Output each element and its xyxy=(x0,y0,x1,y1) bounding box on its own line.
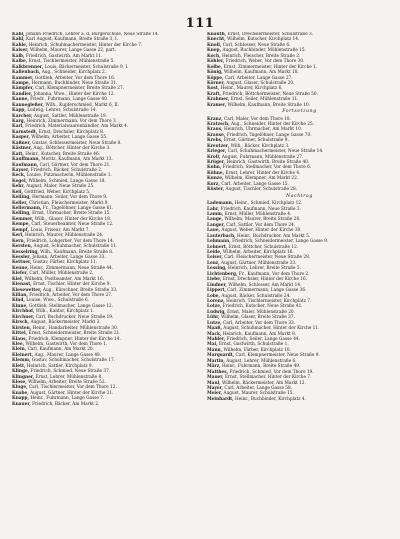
entry-details: Wilhelm, Gastwirth, Vor dem Thore 1. xyxy=(25,341,108,347)
entry-details: Friedrich, Bäcker, Am Markt 2. xyxy=(32,401,100,407)
directory-entry xyxy=(207,397,392,402)
entry-surname: Maul, xyxy=(207,380,221,386)
entry-details: August, Maurer, Schulstraße 15. xyxy=(223,391,294,397)
entry-details: Wilh., Glaser, Hinter der Kirche 18. xyxy=(34,216,112,222)
entry-surname: Kreutzer, xyxy=(207,143,230,149)
entry-surname: Lange, xyxy=(207,217,223,223)
entry-details: Friedrich, Schmied, Neue Straße 37. xyxy=(30,369,111,375)
entry-surname: Kurz, xyxy=(207,181,220,187)
entry-details: Wilh., Kupferschmied, Markt 6, II. xyxy=(45,102,120,108)
entry-details: Ernst, Tischler, Hinter der Kirche 9. xyxy=(33,282,111,288)
entry-details: Wilhelm, Postbeamter, Am Markt 16. xyxy=(24,276,105,282)
entry-surname: Kahl, xyxy=(12,32,25,37)
entry-details: Heinr., Zimmermann, Neue Straße 44. xyxy=(30,265,114,271)
entry-details: Carl, Schuhmachermeister, Neue Straße 14. xyxy=(227,149,324,155)
entry-details: Wilhelm, Maurer, Lange Gasse 22, part. xyxy=(29,48,117,54)
section-heading: Fortsetzung xyxy=(282,109,317,115)
entry-details: August, Schuhmacher, Schulstraße 11. xyxy=(33,244,118,250)
entry-surname: Kost, xyxy=(207,86,220,92)
entry-surname: Kayser, xyxy=(12,167,30,173)
entry-details: Carl, Müller, Mühlenstraße 2. xyxy=(29,271,94,277)
entry-surname: Kempf, xyxy=(12,227,29,233)
entry-details: Heinrich, Zimmermann, Vor dem Thore 3. xyxy=(26,119,118,124)
entry-details: Moritz, Kaufmann, Am Markt 13. xyxy=(41,157,113,163)
entry-surname: Kirchner, xyxy=(12,314,35,320)
entry-details: Gustav, Färber, Kirchplatz 11. xyxy=(32,260,98,266)
entry-details: Carl, Arbeiter, Vor dem Thore 33. xyxy=(223,320,296,326)
entry-surname: Klingner, xyxy=(12,374,35,380)
entry-details: Carl, Sattler, Vor dem Thore 24. xyxy=(226,222,296,228)
entry-surname: Karcher, xyxy=(12,113,33,119)
entry-surname: Krüger, xyxy=(207,160,226,166)
entry-details: Carl, Arbeiter, Lange Gasse 15. xyxy=(221,181,289,187)
entry-surname: Knabe, xyxy=(12,390,29,396)
entry-details: Friedrich, Lohgerber, Vor dem Thore 14. xyxy=(26,238,115,244)
entry-details: August, Glaser, Schulstraße 20. xyxy=(226,80,295,86)
entry-surname: Kempe, xyxy=(12,222,30,228)
entry-surname: Klemm, xyxy=(12,358,31,364)
entry-details: Heinrich, Schuhmachermeister, Hinter der Kirche 7. xyxy=(28,42,143,48)
entry-details: Hermann, Buchbinder, Neue Straße 31. xyxy=(31,80,118,86)
entry-details: Wilh., Kantor, Kirchplatz 1. xyxy=(35,309,95,315)
entry-surname: Kraus, xyxy=(207,127,223,133)
entry-surname: Maaß, xyxy=(207,326,222,332)
entry-surname: Kienast, xyxy=(12,282,32,288)
entry-details: Heinrich, Maurer, Mühlenstraße 24. xyxy=(25,233,104,239)
entry-details: August, Buchbinder, Mühlenstraße 15. xyxy=(222,48,306,54)
entry-surname: Lamm, xyxy=(207,211,224,217)
entry-surname: Knapp, xyxy=(12,396,29,402)
entry-surname: Kästner, xyxy=(12,146,33,152)
entry-details: Gottlieb, Arbeiter, Vor dem Thore 16. xyxy=(34,75,116,81)
entry-details: Ernst, Uhrmacher, Breite Straße 15. xyxy=(32,211,111,217)
entry-details: Wilh., Bäcker, Kirchplatz 3. xyxy=(230,143,290,149)
entry-surname: Kratzsch, xyxy=(207,121,230,127)
entry-details: Gottfried, Weber, Kirchplatz 5. xyxy=(24,189,91,195)
entry-surname: Lahr, xyxy=(207,206,220,212)
entry-surname: Langer, xyxy=(207,222,225,228)
entry-surname: Mauer, xyxy=(207,375,224,381)
entry-details: Heinrich, Lehrer, Breite Straße 5. xyxy=(228,266,301,272)
entry-surname: Kalbe, xyxy=(12,59,28,65)
entry-details: August, Gärtner, Hinter der Kirche 21. xyxy=(30,390,114,396)
entry-surname: Kalkbrenner, xyxy=(12,64,44,70)
entry-details: Ernst, Lehrer, Hinter der Kirche 4. xyxy=(225,170,301,176)
entry-surname: Kilian, xyxy=(12,293,28,298)
entry-surname: Kirsten, xyxy=(12,325,32,331)
entry-details: Wilh., Kaufmann, Breite Straße 8. xyxy=(40,249,114,255)
entry-surname: Kittel, xyxy=(12,331,28,337)
entry-surname: Lademann, xyxy=(207,201,234,207)
entry-surname: Knecht, xyxy=(207,37,226,43)
entry-surname: Kramer, xyxy=(207,102,227,108)
entry-details: Wilhelm, Arbeiter, Kirchplatz 16. xyxy=(222,250,294,255)
entry-surname: Marquardt, xyxy=(207,353,235,359)
entry-surname: Katt, xyxy=(12,151,24,157)
entry-details: Heinr., Kutscher, Breite Straße 46. xyxy=(25,151,101,157)
entry-details: Wilhelm, Maurer, Breite Straße 28. xyxy=(224,217,301,223)
entry-surname: Laue, xyxy=(207,228,221,234)
entry-surname: Karg, xyxy=(12,119,26,124)
entry-surname: Kroll, xyxy=(207,154,221,160)
entry-details: Friedrich, Schmied, Vor dem Thore 19. xyxy=(229,369,314,375)
entry-details: Friedrich, Böttchermeister, Neue Straße 50. xyxy=(222,91,318,97)
entry-surname: Kiefer, xyxy=(12,271,28,277)
entry-surname: Keune, xyxy=(12,265,29,271)
entry-details: Heinrich, Uhrmacher, Am Markt 10. xyxy=(224,127,303,133)
entry-surname: Köppe, xyxy=(207,75,224,81)
entry-details: Heinrich, Gastwirth, Breite Straße 40. xyxy=(226,160,310,166)
entry-details: Heinr., Fuhrmann, Breite Straße 49. xyxy=(221,364,301,370)
entry-surname: Kluge, xyxy=(12,385,28,391)
entry-details: Friedrich, Kutscher, Neue Straße 41. xyxy=(222,304,303,310)
entry-surname: Lehnert, xyxy=(207,244,228,250)
entry-details: Friedrich, Gastwirth, Am Markt 11. xyxy=(25,53,103,59)
entry-surname: Knop, xyxy=(207,48,222,54)
entry-surname: Kauffmann, xyxy=(12,157,40,163)
entry-details: August, Schuhmacher, Hinter der Kirche 11. xyxy=(223,326,320,332)
entry-details: Louise, Wwe., Schulstraße 6. xyxy=(26,298,90,304)
entry-details: August, Gärtner, Mühlenstraße 33. xyxy=(221,260,297,266)
entry-surname: Lorenz, xyxy=(207,298,225,304)
entry-details: Aug., Schneider, Hinter der Kirche 25. xyxy=(230,121,315,127)
entry-surname: Kalb, xyxy=(12,53,25,59)
entry-surname: Körner, xyxy=(207,80,225,86)
entry-details: Wilhelm, Schlosser, Am Markt 14. xyxy=(228,282,302,288)
entry-details: Heinr., Handarbeiter, Mühlenstraße 30. xyxy=(32,325,119,331)
entry-surname: Mann, xyxy=(207,347,223,353)
entry-details: Johann Friedrich, Lehrer a. d. Bürgerschule, Neue Straße 14. xyxy=(26,32,160,37)
entry-surname: Kämpfer, xyxy=(12,86,34,92)
entry-details: Ernst, Böttcher, Schulstraße 12. xyxy=(228,244,299,250)
entry-surname: Lichtenberg, xyxy=(207,271,238,277)
entry-surname: Mayer, xyxy=(207,385,224,391)
entry-details: Ernst, Drechslermeister, Schulstraße 3. xyxy=(227,32,314,37)
entry-surname: Knoll, xyxy=(207,42,222,48)
entry-details: Louis, Bäckermeister, Schulstraße 9, I. xyxy=(44,64,129,70)
entry-details: Carl, Steuerbeamter, Neue Straße 12. xyxy=(31,222,114,228)
entry-surname: Kemmer, xyxy=(12,216,34,222)
entry-details: Friedrich, Materialwaarenhändler, Am Markt 4. xyxy=(25,124,129,130)
entry-surname: Lehmann, xyxy=(207,239,231,245)
entry-surname: Kehr, xyxy=(12,184,25,190)
entry-details: Louise, Putzmacherin, Mühlenstraße 1. xyxy=(26,173,112,179)
entry-surname: Keiling, xyxy=(12,195,31,201)
entry-surname: Lippert, xyxy=(207,288,226,294)
entry-details: Johann, Arbeiter, Lange Gasse 33. xyxy=(32,254,106,260)
entry-surname: Kapp, xyxy=(12,108,26,114)
entry-details: Carl, Tischlermeister, Vor dem Thore 12. xyxy=(28,385,117,391)
entry-details: Carl, Fleischermeister, Neue Straße 28. xyxy=(224,255,311,261)
entry-surname: Ludwig, xyxy=(207,309,226,315)
entry-details: Carl, Schlosser, Neue Straße 6. xyxy=(222,42,291,48)
entry-details: August, Bäcker, Schulstraße 24. xyxy=(221,293,291,299)
entry-details: Wilhelm, Färber, Kirchplatz 10. xyxy=(223,347,291,353)
entry-details: Wilhelm, Klempner, Am Markt 22. xyxy=(224,176,299,182)
entry-details: Friedrich, Weber, Vor dem Thore 30. xyxy=(225,59,305,65)
entry-details: Hermann, Seiler, Vor dem Thore 9. xyxy=(32,195,108,201)
entry-details: Karl August, Kaufmann, Breite Straße 3, I. xyxy=(26,37,118,43)
entry-surname: Krebs, xyxy=(207,138,223,144)
entry-details: Ernst, Tischlermeister, Mühlenstraße 5. xyxy=(28,59,115,65)
entry-details: Friedrich, Seiler, Lange Gasse 44. xyxy=(226,337,300,342)
entry-surname: Kiesewetter, xyxy=(12,287,42,293)
entry-surname: Kallenbach, xyxy=(12,70,41,76)
entry-details: Carl, Klempnermeister, Breite Straße 27. xyxy=(35,86,125,92)
entry-surname: Mahler, xyxy=(207,337,226,342)
entry-details: Carl, Kaufmann, Am Markt 20. xyxy=(27,347,94,353)
entry-surname: Meinhardt, xyxy=(207,396,234,402)
entry-details: Ernst, Seiler, Mühlenstraße 11. xyxy=(230,97,299,103)
entry-surname: Kiel, xyxy=(12,276,24,282)
entry-surname: Koch, xyxy=(207,53,221,59)
entry-surname: Martin, xyxy=(207,358,225,364)
entry-surname: März, xyxy=(207,364,221,370)
entry-details: Friedrich, Kaufmann, Neue Straße 3. xyxy=(220,206,301,212)
entry-details: Ernst, Drechsler, Hinter der Kirche 16. xyxy=(222,277,308,283)
entry-surname: Kasper, xyxy=(12,135,30,141)
entry-surname: Kaßner, xyxy=(12,140,31,146)
entry-details: Wilhelm, Arbeiter, Lange Gasse 55. xyxy=(31,135,108,141)
entry-surname: Kunze, xyxy=(207,176,224,182)
entry-details: August, Maler, Neue Straße 25. xyxy=(26,184,95,190)
entry-surname: Knauer, xyxy=(12,401,31,407)
entry-details: August, Tischler, Schulstraße 28. xyxy=(225,187,298,193)
entry-surname: Kanne, xyxy=(12,97,29,103)
entry-details: August, Bäckermeister, Markt 3. xyxy=(30,320,101,326)
directory-entry xyxy=(207,103,392,108)
entry-surname: Matthes, xyxy=(207,369,229,375)
entry-surname: Kelling, xyxy=(12,211,31,217)
entry-details: Friedrich, Klempner, Hinter der Kirche 14. xyxy=(28,336,121,342)
entry-details: Heinr., Buchdrucker, Am Markt 5. xyxy=(236,233,311,239)
entry-details: Carl, Zimmermann, Lange Gasse 36. xyxy=(227,288,307,294)
entry-details: Johanna, Wwe., Hinter der Kirche 12. xyxy=(33,91,115,97)
entry-surname: Kühne, xyxy=(207,170,225,176)
entry-surname: Keller, xyxy=(12,200,28,206)
entry-surname: Kinne, xyxy=(12,303,28,309)
entry-surname: Kirchhof, xyxy=(12,309,35,315)
entry-surname: Klinge, xyxy=(12,369,30,375)
entry-surname: Leide, xyxy=(207,250,222,255)
entry-details: Carl, Buchdrucker, Neue Straße 19. xyxy=(35,314,114,320)
entry-details: Gustav, Schlossermeister, Neue Straße 8. xyxy=(32,140,122,146)
entry-surname: Klose, xyxy=(12,380,27,385)
entry-details: Heinrich, Sattler, Kirchplatz 9. xyxy=(26,363,93,369)
entry-details: Ernst, Müller, Mühlenstraße 4. xyxy=(224,211,292,217)
entry-surname: Kersten, xyxy=(12,244,33,250)
left-column xyxy=(12,32,197,533)
entry-surname: Kind, xyxy=(12,298,25,304)
entry-details: Fr., Kaufmann, Vor dem Thore 2. xyxy=(238,271,310,277)
entry-details: Ernst, Zimmermeister, Hinter der Kirche 1. xyxy=(223,64,318,70)
entry-details: Wilhelm, Kaufmann, Am Markt 18. xyxy=(223,70,299,76)
entry-surname: Klett, xyxy=(12,363,26,369)
entry-details: Heinr., Schmied, Kirchplatz 12. xyxy=(234,201,303,207)
entry-surname: Keil, xyxy=(12,189,24,195)
right-column xyxy=(207,32,392,533)
entry-details: August, Fuhrmann, Mühlenstraße 27. xyxy=(221,154,304,160)
entry-details: Friedrich, Stellmacher, Vor dem Thore 6. xyxy=(222,165,312,171)
directory-entry xyxy=(207,187,392,192)
entry-details: Ernst, Lehrer, Mühlenstraße 8. xyxy=(35,374,103,380)
entry-details: Aug., Maurer, Lange Gasse 48. xyxy=(34,352,102,358)
entry-surname: Krahmer, xyxy=(207,97,230,103)
entry-surname: Lühr, xyxy=(207,315,220,321)
entry-surname: Karnstedt, xyxy=(12,129,38,135)
entry-surname: Knauth, xyxy=(207,32,227,37)
entry-details: Carl, Gärtner, Vor dem Thore 21. xyxy=(39,162,111,168)
entry-details: Heinrich, Kaufmann, Am Markt 8. xyxy=(222,331,297,337)
entry-details: Ernst, Gärtner, Schulstraße 9. xyxy=(223,138,289,144)
entry-surname: Meier, xyxy=(207,391,223,397)
section-heading: Nachtrag xyxy=(286,193,313,199)
entry-surname: König, xyxy=(207,70,223,76)
entry-surname: Kaiser, xyxy=(12,48,29,54)
entry-details: Ernst, Drechsler, Kirchplatz 8. xyxy=(38,129,105,135)
entry-surname: Kleinert, xyxy=(12,352,34,358)
entry-details: Wilhelm, Schmied, Lange Gasse 18. xyxy=(28,178,106,184)
entry-details: Fr., Tagelöhner, Lange Gasse 61. xyxy=(42,206,114,211)
entry-details: Aug., Schneider, Kirchplatz 2. xyxy=(41,70,107,76)
entry-surname: Kammer, xyxy=(12,75,34,81)
entry-details: Wilhelm, Arbeiter, Breite Straße 52. xyxy=(28,380,106,385)
entry-surname: Klaus, xyxy=(12,336,28,342)
entry-surname: Kahle, xyxy=(12,42,28,48)
entry-details: Friedrich, Bäcker, Schulstraße 2. xyxy=(30,167,103,173)
entry-surname: Mai, xyxy=(207,342,218,348)
entry-details: Wilhelm, Kutscher, Kirchplatz 14. xyxy=(226,37,300,43)
entry-details: Friedrich, Arbeiter, Vor dem Thore 27. xyxy=(29,293,113,298)
directory-entry xyxy=(12,402,197,407)
entry-surname: Karl, xyxy=(12,124,24,130)
entry-surname: Kahl, xyxy=(12,37,25,43)
entry-surname: Lessing, xyxy=(207,266,227,272)
entry-surname: Kern, xyxy=(12,238,26,244)
entry-surname: Lauterbach, xyxy=(207,233,236,239)
entry-details: Friedrich, Tagelöhner, Lange Gasse 70. xyxy=(226,132,312,138)
entry-details: Heinr., Fuhrmann, Lange Gasse 7. xyxy=(30,396,105,402)
entry-details: Ludwig, Lehrer, Schulstraße 14. xyxy=(27,108,97,114)
entry-surname: Kessler, xyxy=(12,254,31,260)
entry-surname: Kellermann, xyxy=(12,206,42,211)
entry-surname: Kuhn, xyxy=(207,165,222,171)
entry-surname: Lotze, xyxy=(207,304,222,310)
entry-details: Friedr., Fuhrmann, Lange Gasse 40. xyxy=(30,97,109,103)
columns xyxy=(12,32,392,533)
entry-details: Aug., Böttcher, Hinter der Kirche 3. xyxy=(33,146,111,152)
entry-details: Carl, Arbeiter, Lange Gasse 58. xyxy=(224,385,293,391)
entry-details: Ernst, Stellmacher, Hinter der Kirche 7. xyxy=(225,375,312,381)
entry-surname: Köhler, xyxy=(207,59,225,65)
entry-surname: Klein, xyxy=(12,347,27,353)
entry-surname: Kesselring, xyxy=(12,249,39,255)
entry-surname: Kranz, xyxy=(207,116,223,122)
entry-surname: Krieger, xyxy=(207,149,227,155)
entry-surname: Kolbe, xyxy=(207,64,223,70)
entry-details: Heinr., Buchbinder, Kirchplatz 4. xyxy=(234,396,306,402)
entry-surname: Lindner, xyxy=(207,282,227,288)
entry-details: Gottlieb, Stellmacher, Lange Gasse 12. xyxy=(29,303,113,309)
entry-details: Louis, Friseur, Am Markt 7. xyxy=(30,227,90,233)
entry-details: Heinrich, Tischlermeister, Kirchplatz 7. xyxy=(226,298,312,304)
entry-surname: Kaufmann, xyxy=(12,162,39,168)
entry-surname: Lobe, xyxy=(207,293,220,299)
entry-details: August, Sattler, Mühlenstraße 19. xyxy=(33,113,108,119)
entry-details: Ernst, Maler, Mühlenstraße 20. xyxy=(227,309,295,315)
entry-surname: Leiser, xyxy=(207,255,223,261)
entry-details: Aug., Kürschner, Breite Straße 33. xyxy=(42,287,118,293)
entry-surname: Kirsch, xyxy=(12,320,30,326)
entry-surname: Keck, xyxy=(12,173,26,179)
entry-details: Carl, Maler, Vor dem Thore 18. xyxy=(224,116,291,122)
entry-surname: Krause, xyxy=(207,132,226,138)
entry-details: Heinr., Maurer, Kirchplatz 6. xyxy=(220,86,283,92)
entry-details: August, Weber, Hinter der Kirche 30. xyxy=(221,228,302,234)
entry-details: Heinrich, Fleischer, Breite Straße 2. xyxy=(221,53,301,59)
entry-details: August, Lehrer, Mühlenstraße 6. xyxy=(226,358,297,364)
entry-details: Ernst, Gastwirth, Schulstraße 1. xyxy=(218,342,289,348)
entry-surname: Kettner, xyxy=(12,260,32,266)
entry-surname: Kerl, xyxy=(12,233,24,239)
entry-details: Carl, Klempnermeister, Neue Straße 9. xyxy=(235,353,320,359)
entry-surname: Küster, xyxy=(207,187,225,193)
entry-surname: Kandler, xyxy=(12,91,33,97)
entry-details: Friedrich, Schneidermeister, Lange Gasse 9. xyxy=(232,239,329,245)
entry-details: Gustav, Schuhmacher, Schulstraße 17. xyxy=(31,358,116,364)
entry-details: Wilhelm, Kaufmann, Breite Straße 10. xyxy=(227,102,311,108)
entry-surname: Kannegießer, xyxy=(12,102,44,108)
entry-surname: Mack, xyxy=(207,331,222,337)
entry-details: Christian, Fleischermeister, Markt 9. xyxy=(29,200,109,206)
entry-details: Ernst, Schneidermeister, Breite Straße 21. xyxy=(28,331,121,337)
entry-details: Wilhelm, Glaser, Breite Straße 37. xyxy=(220,315,295,321)
entry-surname: Kegel, xyxy=(12,178,28,184)
entry-surname: Kraft, xyxy=(207,91,221,97)
entry-surname: Liebe, xyxy=(207,277,222,283)
entry-surname: Lutze, xyxy=(207,320,222,326)
entry-surname: Lenz, xyxy=(207,260,220,266)
page-number: 111 xyxy=(185,16,215,31)
entry-details: Carl, Arbeiter, Lange Gasse 27. xyxy=(224,75,293,81)
entry-surname: Klee, xyxy=(12,341,25,347)
entry-surname: Kampe, xyxy=(12,80,31,86)
entry-details: Wilhelm, Bäckermeister, Am Markt 12. xyxy=(222,380,306,386)
